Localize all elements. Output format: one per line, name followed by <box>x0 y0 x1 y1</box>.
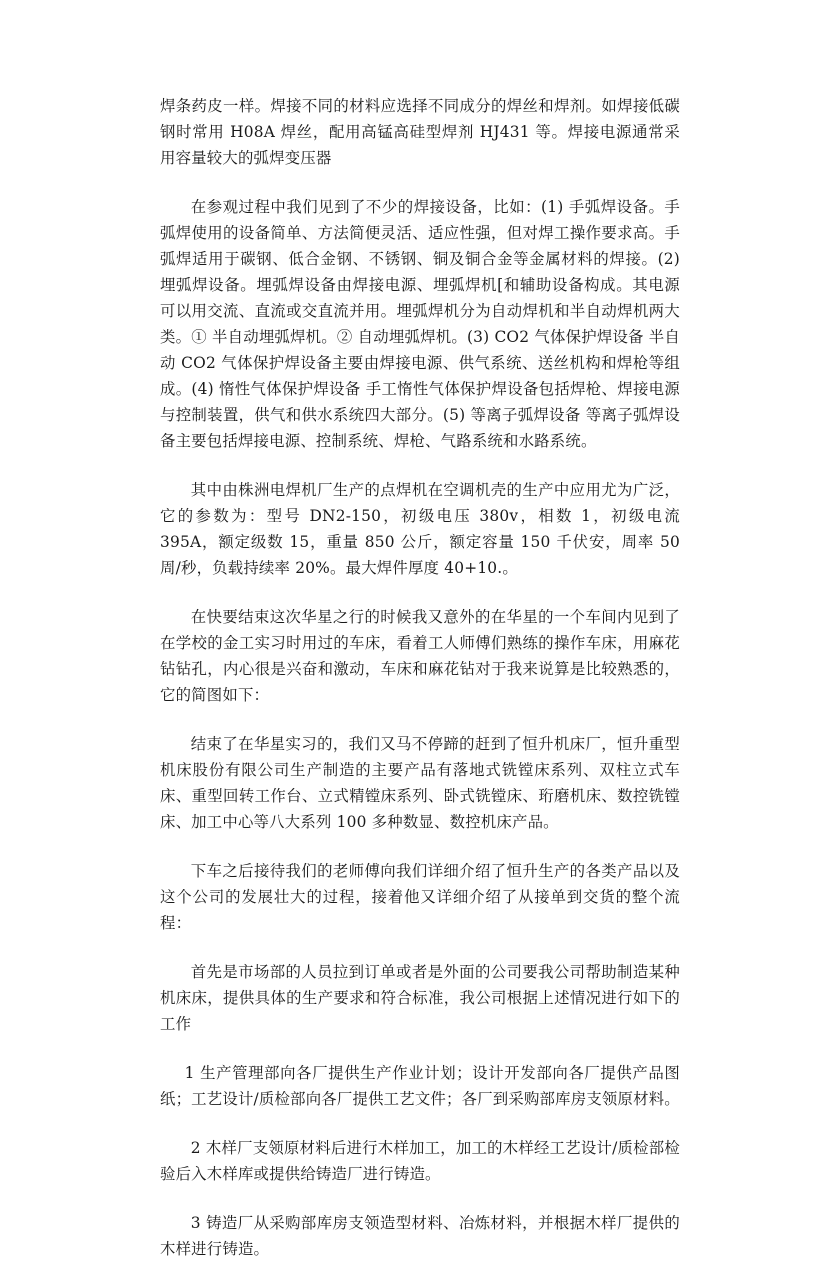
document-body <box>160 93 680 1285</box>
paragraph-hengsheng: 结束了在华星实习的，我们又马不停蹄的赶到了恒升机床厂，恒升重型机床股份有限公司生产制造的主要产品有落地式铣镗床系列、双柱立式车床、重型回转工作台、立式精镗床系列、卧式铣镗床、珩磨机床、数控铣镗床、加工中心等八大系列 100 多种数显、数控机床产品。 <box>160 735 680 831</box>
paragraph-step-3: 3 铸造厂从采购部库房支领造型材料、冶炼材料，并根据木样厂提供的木样进行铸造。 <box>160 1214 680 1258</box>
paragraph-welding-equipment: 在参观过程中我们见到了不少的焊接设备，比如：(1) 手弧焊设备。手弧焊使用的设备简单、方法简便灵活、适应性强，但对焊工操作要求高。手弧焊适用于碳钢、低合金钢、不锈钢、铜及铜合金等金属材料的焊接。(2) 埋弧焊设备。埋弧焊设备由焊接电源、埋弧焊机[和辅助设备构成。其电源可以用交流、直流或交直流并用。埋弧焊机分为自动焊机和半自动焊机两大类。① 半自动埋弧焊机。② 自动埋弧焊机。(3) CO2 气体保护焊设备 半自动 CO2 气体保护焊设备主要由焊接电源、供气系统、送丝机构和焊枪等组成。(4) 惰性气体保护焊设备 手工惰性气体保护焊设备包括焊枪、焊接电源与控制装置，供气和供水系统四大部分。(5) 等离子弧焊设备 等离子弧焊设备主要包括焊接电源、控制系统、焊枪、气路系统和水路系统。 <box>160 198 680 450</box>
paragraph-welding-wire: 焊条药皮一样。焊接不同的材料应选择不同成分的焊丝和焊剂。如焊接低碳钢时常用 H08A 焊丝，配用高锰高硅型焊剂 HJ431 等。焊接电源通常采用容量较大的弧焊变压器 <box>160 97 680 167</box>
paragraph-step-2: 2 木样厂支领原材料后进行木样加工，加工的木样经工艺设计/质检部检验后入木样库或提供给铸造厂进行铸造。 <box>160 1139 680 1183</box>
paragraph-introduction: 下车之后接待我们的老师傅向我们详细介绍了恒升生产的各类产品以及这个公司的发展壮大的过程，接着他又详细介绍了从接单到交货的整个流程： <box>160 862 680 932</box>
paragraph-spot-welder: 其中由株洲电焊机厂生产的点焊机在空调机壳的生产中应用尤为广泛，它的参数为：型号 DN2-150，初级电压 380v，相数 1，初级电流 395A，额定级数 15，重量 850 公斤，额定容量 150 千伏安，周率 50 周/秒，负载持续率 20%。最大焊件厚度 40+10.。 <box>160 481 680 577</box>
paragraph-lathe: 在快要结束这次华星之行的时候我又意外的在华星的一个车间内见到了在学校的金工实习时用过的车床，看着工人师傅们熟练的操作车床，用麻花钻钻孔，内心很是兴奋和激动，车床和麻花钻对于我来说算是比较熟悉的，它的简图如下： <box>160 608 680 704</box>
paragraph-order-process: 首先是市场部的人员拉到订单或者是外面的公司要我公司帮助制造某种机床床，提供具体的生产要求和符合标准，我公司根据上述情况进行如下的工作 <box>160 963 680 1033</box>
paragraph-step-1: 1 生产管理部向各厂提供生产作业计划；设计开发部向各厂提供产品图纸；工艺设计/质检部向各厂提供工艺文件；各厂到采购部库房支领原材料。 <box>160 1064 680 1108</box>
